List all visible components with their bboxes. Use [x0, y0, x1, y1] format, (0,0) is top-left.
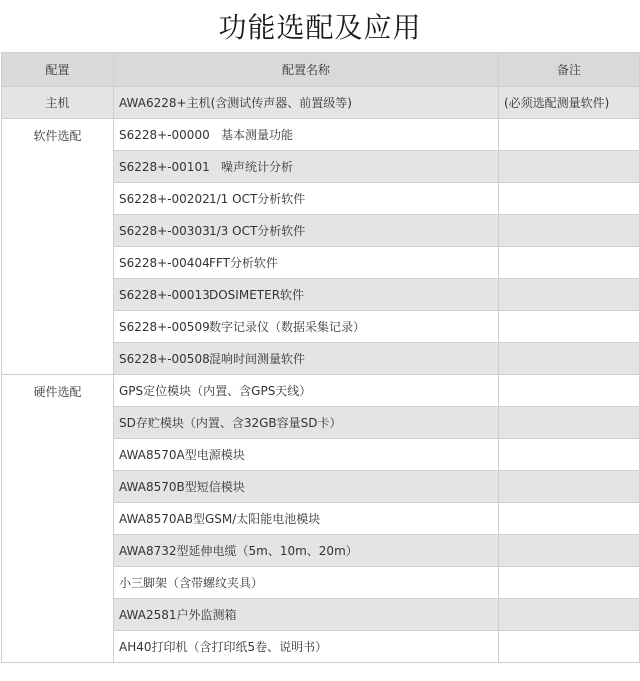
- table-row-main: [2, 87, 640, 119]
- remark-main: (必须选配测量软件): [499, 87, 640, 119]
- remark-cell: [499, 119, 640, 151]
- item-code: S6228+-00101: [119, 160, 210, 174]
- remark-cell: [499, 535, 640, 567]
- software-item: [114, 151, 499, 183]
- item-code: S6228+-00000: [119, 128, 210, 142]
- hardware-item: GPS定位模块（内置、含GPS天线）: [114, 375, 499, 407]
- item-desc: 1/3 OCT分析软件: [209, 224, 306, 238]
- software-item: [114, 119, 499, 151]
- item-desc: FFT分析软件: [209, 256, 278, 270]
- remark-cell: [499, 311, 640, 343]
- hardware-item: AWA8570B型短信模块: [114, 471, 499, 503]
- item-code: S6228+-00013: [119, 288, 210, 302]
- hardware-item: SD存贮模块（内置、含32GB容量SD卡）: [114, 407, 499, 439]
- table-header-row: [2, 53, 640, 87]
- item-desc: DOSIMETER软件: [209, 288, 305, 302]
- hardware-item: AWA2581户外监测箱: [114, 599, 499, 631]
- header-config: 配置: [2, 53, 114, 87]
- remark-cell: [499, 407, 640, 439]
- item-code: S6228+-00202: [119, 192, 210, 206]
- item-code: S6228+-00404: [119, 256, 210, 270]
- software-item: [114, 215, 499, 247]
- software-item: [114, 183, 499, 215]
- header-remark: 备注: [499, 53, 640, 87]
- item-desc: 混响时间测量软件: [209, 352, 306, 366]
- remark-cell: [499, 279, 640, 311]
- remark-cell: [499, 151, 640, 183]
- remark-cell: [499, 631, 640, 663]
- software-item: [114, 247, 499, 279]
- remark-cell: [499, 503, 640, 535]
- remark-cell: [499, 247, 640, 279]
- item-code: S6228+-00508: [119, 352, 210, 366]
- item-desc: 数字记录仪（数据采集记录）: [209, 320, 366, 334]
- header-name: 配置名称: [114, 53, 499, 87]
- hardware-item: AWA8570A型电源模块: [114, 439, 499, 471]
- item-desc: 1/1 OCT分析软件: [209, 192, 306, 206]
- hardware-item: AH40打印机（含打印纸5卷、说明书）: [114, 631, 499, 663]
- item-main: AWA6228+主机(含测试传声器、前置级等): [114, 87, 499, 119]
- software-item: [114, 279, 499, 311]
- category-main: 主机: [2, 87, 114, 119]
- item-code: S6228+-00509: [119, 320, 210, 334]
- remark-cell: [499, 215, 640, 247]
- table-row: [2, 375, 640, 407]
- software-item: [114, 343, 499, 375]
- remark-cell: [499, 375, 640, 407]
- remark-cell: [499, 471, 640, 503]
- table-row: [2, 119, 640, 151]
- item-code: S6228+-00303: [119, 224, 210, 238]
- remark-cell: [499, 599, 640, 631]
- config-table: [1, 52, 640, 663]
- page-title: 功能选配及应用: [218, 11, 422, 44]
- remark-cell: [499, 343, 640, 375]
- hardware-item: 小三脚架（含带螺纹夹具）: [114, 567, 499, 599]
- category-software: 软件选配: [2, 119, 114, 375]
- software-item: [114, 311, 499, 343]
- remark-cell: [499, 183, 640, 215]
- remark-cell: [499, 567, 640, 599]
- item-desc: 基本测量功能: [221, 128, 294, 142]
- category-hardware: 硬件选配: [2, 375, 114, 663]
- item-desc: 噪声统计分析: [221, 160, 294, 174]
- remark-cell: [499, 439, 640, 471]
- hardware-item: AWA8732型延伸电缆（5m、10m、20m）: [114, 535, 499, 567]
- hardware-item: AWA8570AB型GSM/太阳能电池模块: [114, 503, 499, 535]
